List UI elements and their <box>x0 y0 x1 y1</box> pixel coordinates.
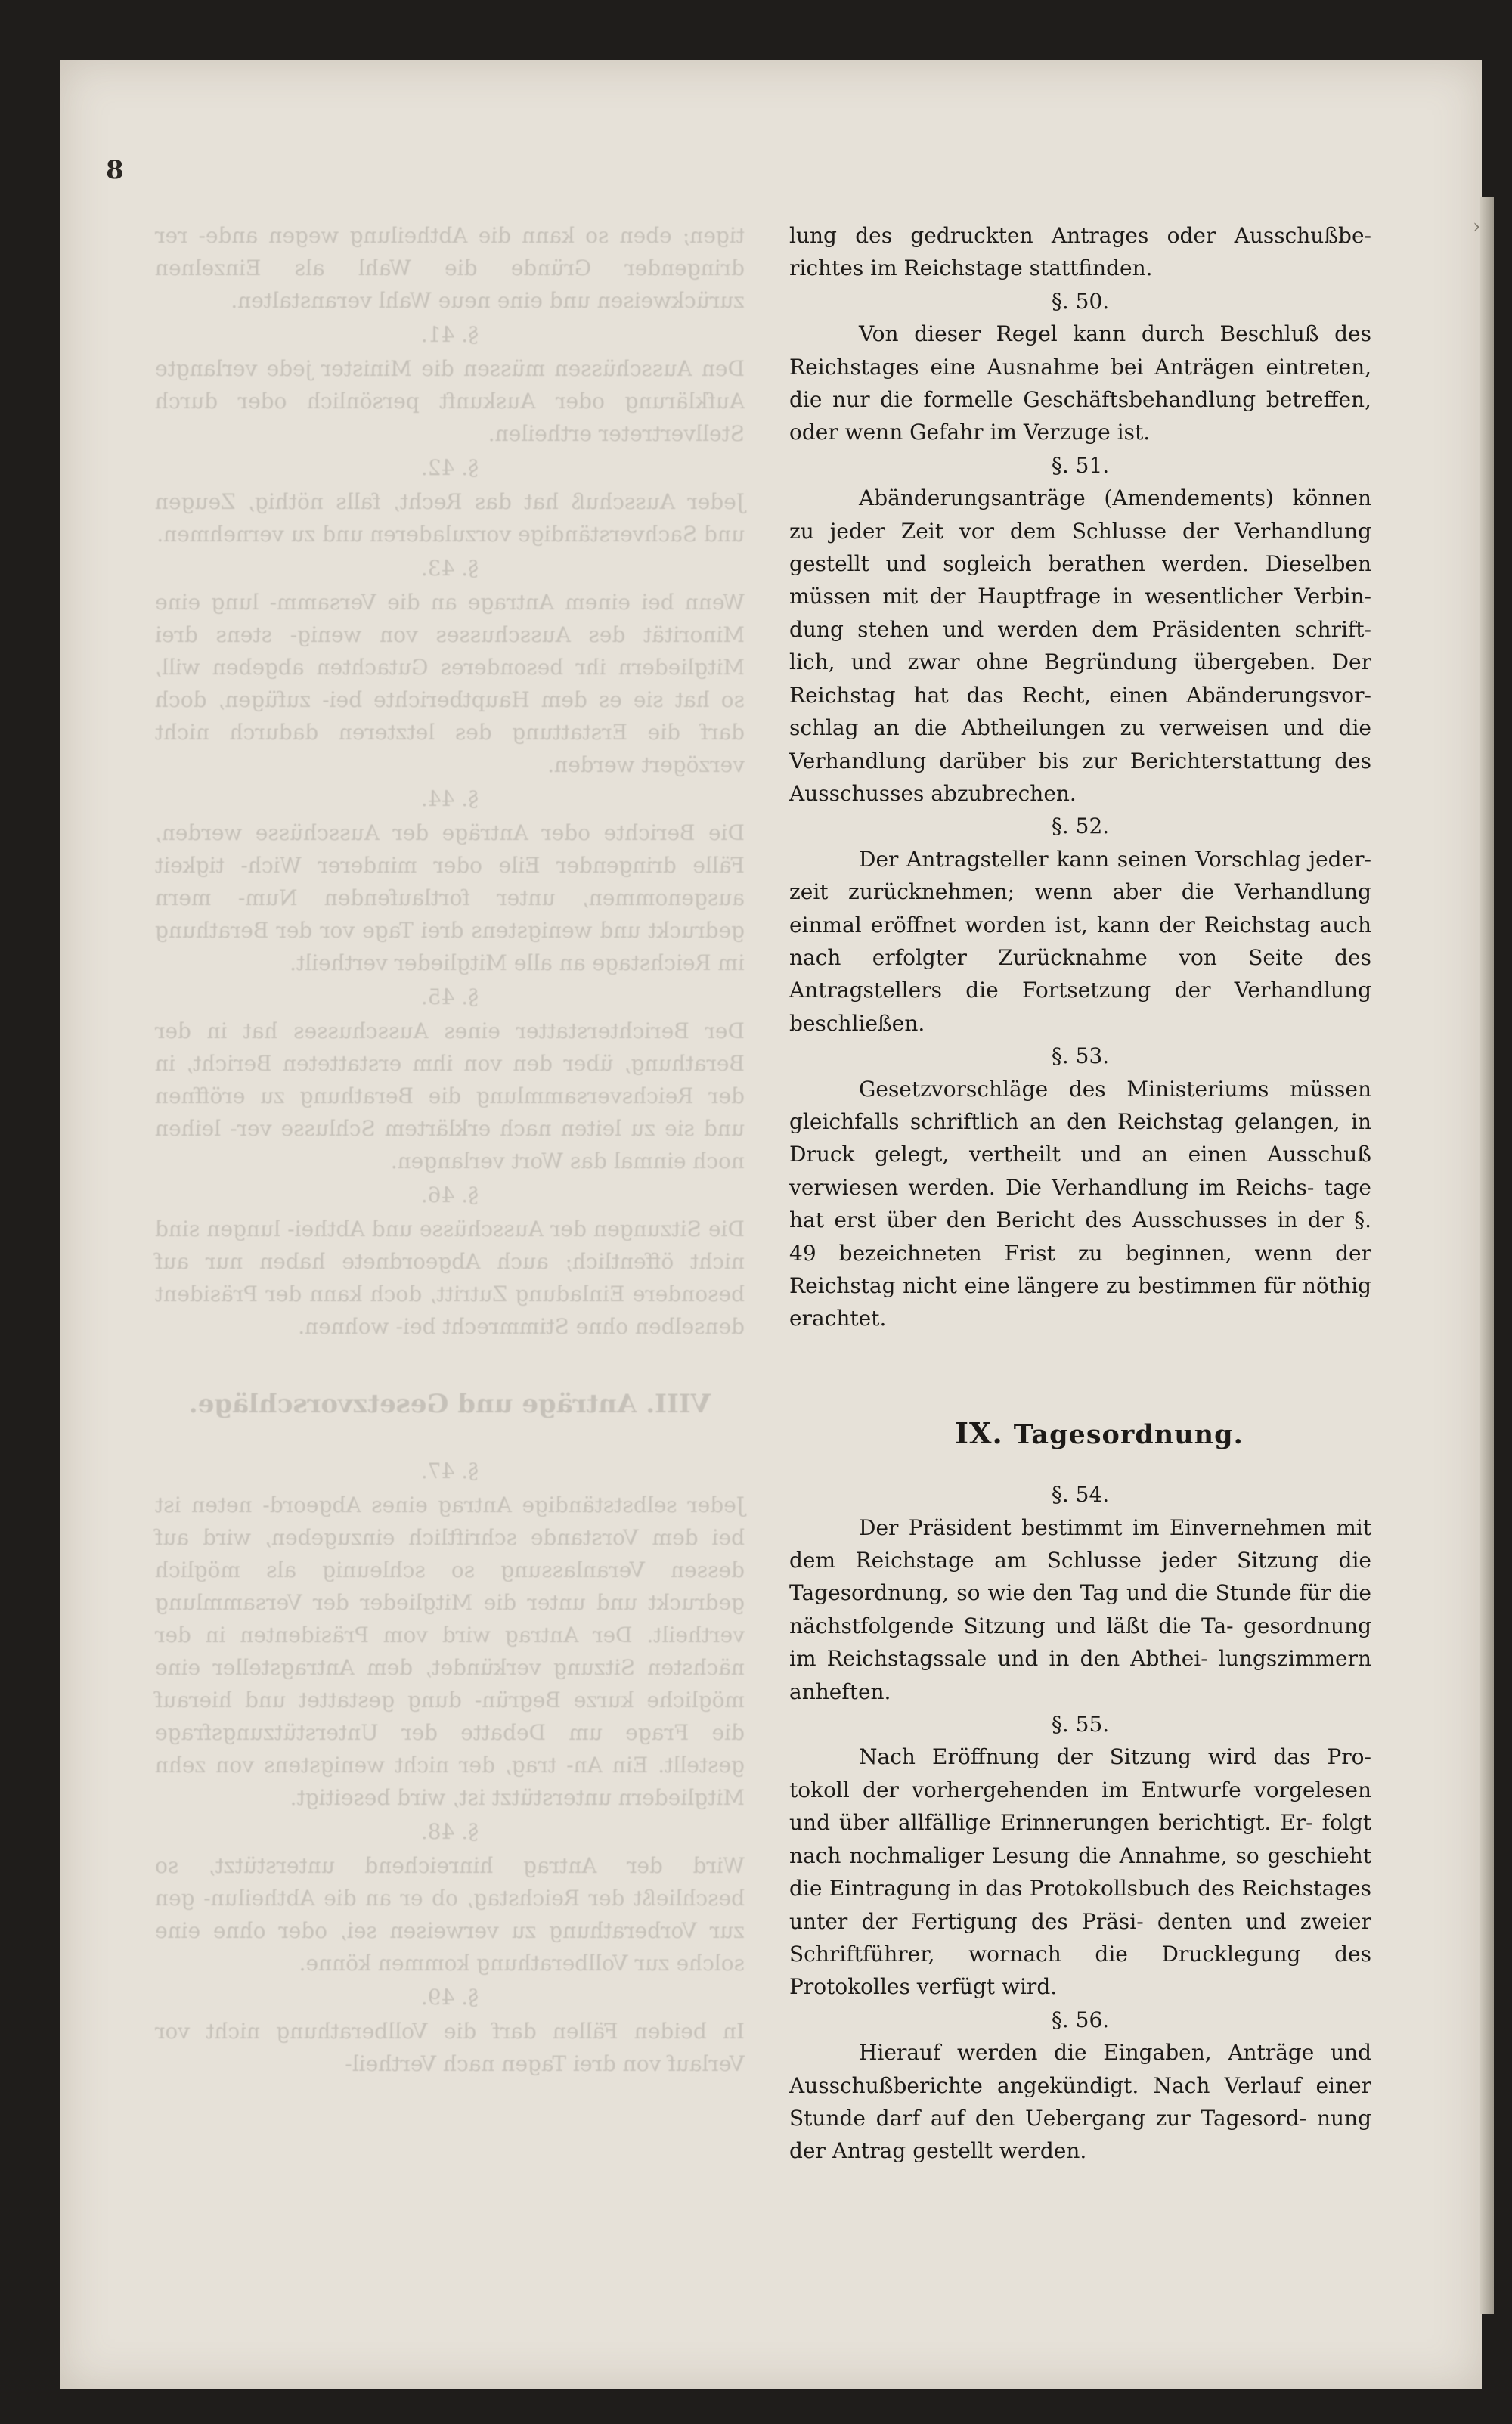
main-text-column <box>789 219 1371 2168</box>
bleed-heading: VIII. Anträge und Gesetzvorschläge. <box>188 1389 711 1419</box>
bleed-paragraph: Jeder selbstständige Antrag eines Abgeord- neten ist bei dem Vorstande schriftlich einzugeben, wird auf dessen Veranlassung so schleunig als möglich gedruckt und unter die Mitglieder der Versammlung vertheilt. Der Antrag wird vom Präsidenten in der nächsten Sitzung verkündet, dem Antragsteller eine mögliche kurze Begrün- dung gestattet und hierauf die Frage um Debatte der Unterstützungsfrage gestellt. Ein An- trag, der nicht wenigstens von zehn Mitgliedern unterstützt ist, wird beseitigt. <box>155 1493 745 1810</box>
bleed-paragraph: Wenn bei einem Antrage an die Versamm- lung eine Minorität des Ausschusses von wenig- stens drei Mitgliedern ihr besonderes Gutachten abgeben will, so hat sie es dem Hauptberichte bei- zufügen, doch darf die Erstattung des letzteren dadurch nicht verzögert werden. <box>155 590 745 777</box>
bleed-paragraph: Der Berichterstatter eines Ausschusses hat in der Berathung, über den von ihm erstatteten Bericht, in der Reichsversammlung die Berathung zu eröffnen und sie zu leiten nach erklärtem Schlusse ver- leihen noch einmal das Wort verlangen. <box>155 1018 745 1173</box>
paragraph-number: §. 54. <box>1051 1482 1110 1508</box>
body-paragraph: Abänderungsanträge (Amendements) können zu jeder Zeit vor dem Schlusse der Verhandlung gestellt und sogleich berathen werden. Dieselben müssen mit der Hauptfrage in wesentlicher Verbin- dung stehen und werden dem Präsidenten schrift- lich, und zwar ohne Begründung übergeben. Der Reichstag hat das Recht, einen Abänderungsvor- schlag an die Abtheilungen zu verweisen und die Verhandlung darüber bis zur Berichterstattung des Ausschusses abzubrechen. <box>789 485 1371 806</box>
paragraph-number: §. 52. <box>1051 814 1110 839</box>
page-number: 8 <box>106 155 124 185</box>
bleed-paragraph: Die Berichte oder Anträge der Ausschüsse werden, Fälle dringender Eile oder minderer Wich- tigkeit ausgenommen, unter fortlaufenden Num- mern gedruckt und wenigstens drei Tage vor der Berathung im Reichstage an alle Mitglieder vertheilt. <box>155 820 745 975</box>
paragraph-number: §. 51. <box>1051 452 1110 478</box>
bleed-paragraph: Den Ausschüssen müssen die Minister jede verlangte Aufklärung oder Auskunft persönlich oder durch Stellvertreter ertheilen. <box>155 356 745 446</box>
body-paragraph: Der Präsident bestimmt im Einvernehmen mit dem Reichstage am Schlusse jeder Sitzung die Tagesordnung, so wie den Tag und die Stunde für die nächstfolgende Sitzung und läßt die Ta- gesordnung im Reichstagssale und in den Abthei- lungszimmern anheften. <box>789 1514 1371 1704</box>
section-heading <box>827 1417 1371 1451</box>
page-edge <box>1480 197 1494 2314</box>
corner-mark: › <box>1473 215 1481 238</box>
bleed-paragraph: §. 44. <box>420 786 479 811</box>
paragraph-number: §. 50. <box>1051 288 1110 314</box>
bleed-paragraph: §. 43. <box>420 556 479 581</box>
bleed-paragraph: §. 49. <box>420 1985 479 2010</box>
section-heading-numeral: IX. <box>955 1415 1003 1450</box>
bleed-paragraph: Jeder Ausschuß hat das Recht, falls nöthig, Zeugen und Sachverständige vorzuladeren und zu vernehmen. <box>155 489 745 547</box>
bleed-paragraph: §. 48. <box>420 1819 479 1844</box>
bleed-through-text <box>155 219 745 2081</box>
body-paragraph-continued: lung des gedruckten Antrages oder Ausschußbe- richtes im Reichstage stattfinden. <box>789 223 1371 281</box>
paragraph-number: §. 55. <box>1051 1712 1110 1737</box>
body-paragraph: Von dieser Regel kann durch Beschluß des Reichstages eine Ausnahme bei Anträgen eintreten, die nur die formelle Geschäftsbehandlung betreffen, oder wenn Gefahr im Verzuge ist. <box>789 321 1371 445</box>
bleed-paragraph: Die Sitzungen der Ausschüsse und Abthei- lungen sind nicht öffentlich; auch Abgeordnete haben nur auf besondere Einladung Zutritt, doch kann der Präsident denselben ohne Stimmrecht bei- wohnen. <box>155 1217 745 1339</box>
bleed-paragraph: §. 42. <box>420 455 479 480</box>
paragraph-number: §. 53. <box>1051 1043 1110 1069</box>
body-paragraph: Der Antragsteller kann seinen Vorschlag jeder- zeit zurücknehmen; wenn aber die Verhandlung einmal eröffnet worden ist, kann der Reichstag auch nach erfolgter Zurücknahme von Seite des Antragstellers die Fortsetzung der Verhandlung beschließen. <box>789 846 1371 1036</box>
bleed-paragraph: §. 46. <box>420 1183 479 1207</box>
paragraph-number: §. 56. <box>1051 2007 1110 2032</box>
body-paragraph: Gesetzvorschläge des Ministeriums müssen gleichfalls schriftlich an den Reichstag gelangen, in Druck gelegt, vertheilt und an einen Ausschuß verwiesen werden. Die Verhandlung im Reichs- tage hat erst über den Bericht des Ausschusses in der §. 49 bezeichneten Frist zu beginnen, wenn der Reichstag nicht eine längere zu bestimmen für nöthig erachtet. <box>789 1076 1371 1331</box>
bleed-paragraph: §. 41. <box>420 322 479 347</box>
body-paragraph: Hierauf werden die Eingaben, Anträge und Ausschußberichte angekündigt. Nach Verlauf einer Stunde darf auf den Uebergang zur Tagesord- nung der Antrag gestellt werden. <box>789 2040 1371 2164</box>
bleed-paragraph: §. 47. <box>420 1458 479 1483</box>
bleed-paragraph: §. 45. <box>420 984 479 1009</box>
bleed-paragraph: tigen; eben so kann die Abtheilung wegen ande- rer dringender Gründe die Wahl als Einzelnen zurückweisen und eine neue Wahl veranstalten. <box>155 223 745 313</box>
bleed-paragraph: Wird der Antrag hinreichend unterstützt, so beschließt der Reichstag, ob er an die Abtheilun- gen zur Vorberathung zu verweisen sei, oder ohne eine solche zur Vollberathung kommen könne. <box>155 1853 745 1976</box>
bleed-paragraph: In beiden Fällen darf die Vollberathung nicht vor Verlauf von drei Tagen nach Vertheil- <box>155 2019 745 2076</box>
section-heading-title: Tagesordnung. <box>1013 1418 1244 1450</box>
body-paragraph: Nach Eröffnung der Sitzung wird das Pro- tokoll der vorhergehenden im Entwurfe vorgelesen und über allfällige Erinnerungen berichtigt. Er- folgt nach nochmaliger Lesung die Annahme, so geschieht die Eintragung in das Protokollsbuch des Reichstages unter der Fertigung des Präsi- denten und zweier Schriftführer, wornach die Drucklegung des Protokolles verfügt wird. <box>789 1744 1371 2000</box>
